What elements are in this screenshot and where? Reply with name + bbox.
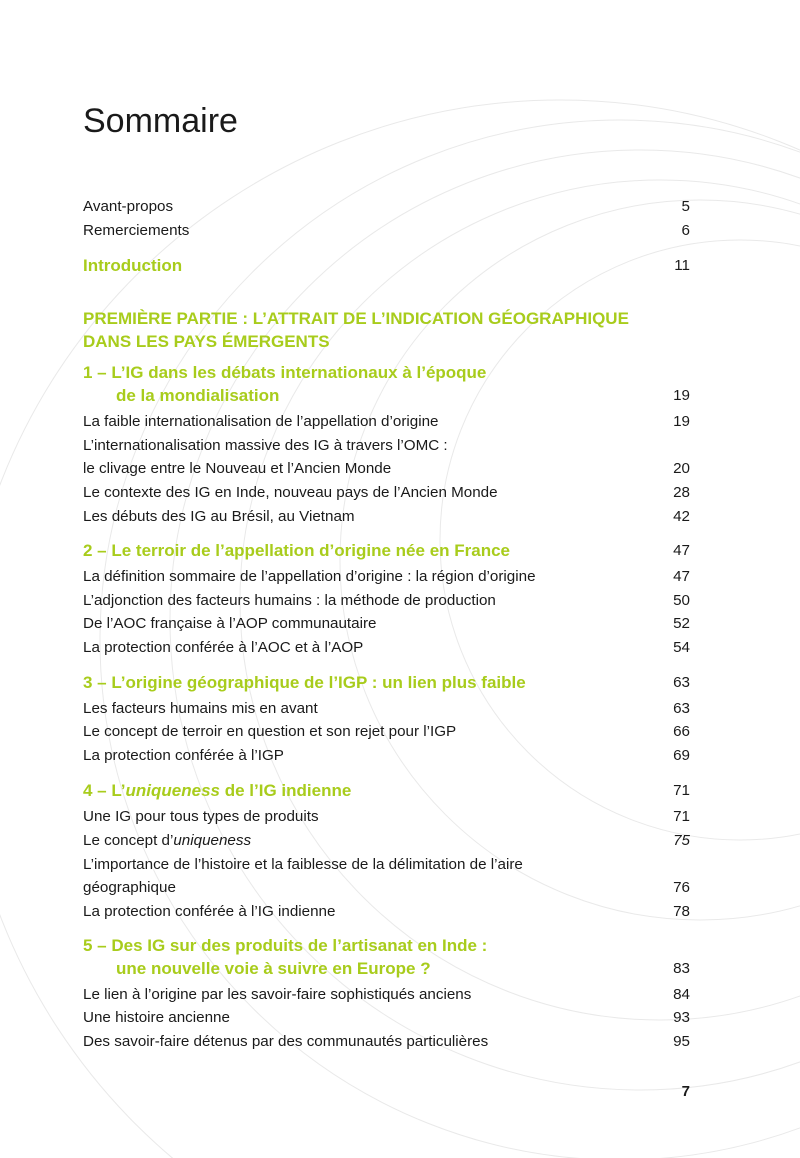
toc-entry-page: 11 (674, 257, 690, 274)
toc-entry-page: 50 (673, 592, 690, 609)
toc-entry-label: Les facteurs humains mis en avant (83, 700, 318, 717)
toc-entry-label: La protection conférée à l’IGP (83, 747, 284, 764)
toc-entry-page: 19 (673, 387, 690, 404)
toc-entry-page: 84 (673, 986, 690, 1003)
page-number: 7 (681, 1083, 690, 1100)
toc-entry-page: 76 (673, 879, 690, 896)
toc-entry-label (83, 831, 251, 851)
toc-entry-page: 6 (681, 222, 690, 239)
toc-entry-label-part: Le concept d’ (83, 832, 174, 849)
chapter-title-part: de l’IG indienne (220, 781, 352, 800)
toc-entry-page: 47 (673, 568, 690, 585)
toc-entry-label: L’importance de l’histoire et la faiblesse de la délimitation de l’aire (83, 856, 523, 873)
toc-entry-page: 63 (673, 700, 690, 717)
chapter-title: 5 – Des IG sur des produits de l’artisanat en Inde : (83, 936, 488, 955)
chapter-title-emphasis: uniqueness (125, 781, 220, 800)
chapter-title: 1 – L’IG dans les débats internationaux à l’époque (83, 363, 487, 382)
toc-entry-label: Remerciements (83, 222, 190, 239)
toc-entry-label: Avant-propos (83, 198, 174, 215)
chapter-title-part: 4 – L’ (83, 781, 126, 800)
chapter-title: une nouvelle voie à suivre en Europe ? (116, 959, 431, 978)
toc-entry-page: 5 (681, 198, 690, 215)
toc-entry-label: Le concept de terroir en question et son rejet pour l’IGP (83, 723, 457, 740)
toc-entry-page: 63 (673, 674, 690, 691)
toc-entry-page: 42 (673, 508, 690, 525)
toc-entry-label: De l’AOC française à l’AOP communautaire (83, 615, 377, 632)
toc-entry-page: 66 (673, 723, 690, 740)
toc-entry-label: le clivage entre le Nouveau et l’Ancien Monde (83, 460, 392, 477)
toc-entry-label: La faible internationalisation de l’appellation d’origine (83, 413, 439, 430)
toc-entry-label: Le contexte des IG en Inde, nouveau pays de l’Ancien Monde (83, 484, 498, 501)
toc-entry-label: géographique (83, 879, 176, 896)
toc-entry-page: 28 (673, 484, 690, 501)
toc-entry-page: 19 (673, 413, 690, 430)
chapter-title: 3 – L’origine géographique de l’IGP : un lien plus faible (83, 673, 526, 692)
toc-entry-page: 93 (673, 1009, 690, 1026)
toc-entry-page: 47 (673, 542, 690, 559)
toc-entry-page: 75 (673, 832, 690, 849)
chapter-title: de la mondialisation (116, 386, 280, 405)
toc-entry-label: Une IG pour tous types de produits (83, 808, 319, 825)
toc-entry-page: 71 (673, 782, 690, 799)
toc-entry-label: Des savoir-faire détenus par des communautés particulières (83, 1033, 489, 1050)
toc-entry-label-emphasis: uniqueness (173, 832, 252, 849)
toc-entry-label: La protection conférée à l’IG indienne (83, 903, 336, 920)
toc-entry-page: 83 (673, 960, 690, 977)
toc-entry-label: L’adjonction des facteurs humains : la méthode de production (83, 592, 496, 609)
toc-entry-label: L’internationalisation massive des IG à travers l’OMC : (83, 437, 448, 454)
toc-entry-page: 54 (673, 639, 690, 656)
toc-entry-label: Les débuts des IG au Brésil, au Vietnam (83, 508, 355, 525)
toc-entry-page: 20 (673, 460, 690, 477)
part-heading-line: DANS LES PAYS ÉMERGENTS (83, 332, 330, 351)
chapter-title (83, 781, 351, 801)
toc-entry-label: Une histoire ancienne (83, 1009, 230, 1026)
toc-entry-label: Le lien à l’origine par les savoir-faire sophistiqués anciens (83, 986, 472, 1003)
chapter-title: 2 – Le terroir de l’appellation d’origine née en France (83, 541, 511, 560)
page-title: Sommaire (83, 102, 238, 140)
toc-entry-label: La protection conférée à l’AOC et à l’AOP (83, 639, 364, 656)
toc-entry-label: Introduction (83, 256, 183, 275)
toc-entry-page: 78 (673, 903, 690, 920)
toc-entry-page: 52 (673, 615, 690, 632)
toc-entry-page: 71 (673, 808, 690, 825)
part-heading-line: PREMIÈRE PARTIE : L’ATTRAIT DE L’INDICATION GÉOGRAPHIQUE (83, 309, 629, 328)
toc-entry-page: 95 (673, 1033, 690, 1050)
toc-entry-page: 69 (673, 747, 690, 764)
part-heading (83, 307, 703, 353)
toc-entry-label: La définition sommaire de l’appellation d’origine : la région d’origine (83, 568, 536, 585)
